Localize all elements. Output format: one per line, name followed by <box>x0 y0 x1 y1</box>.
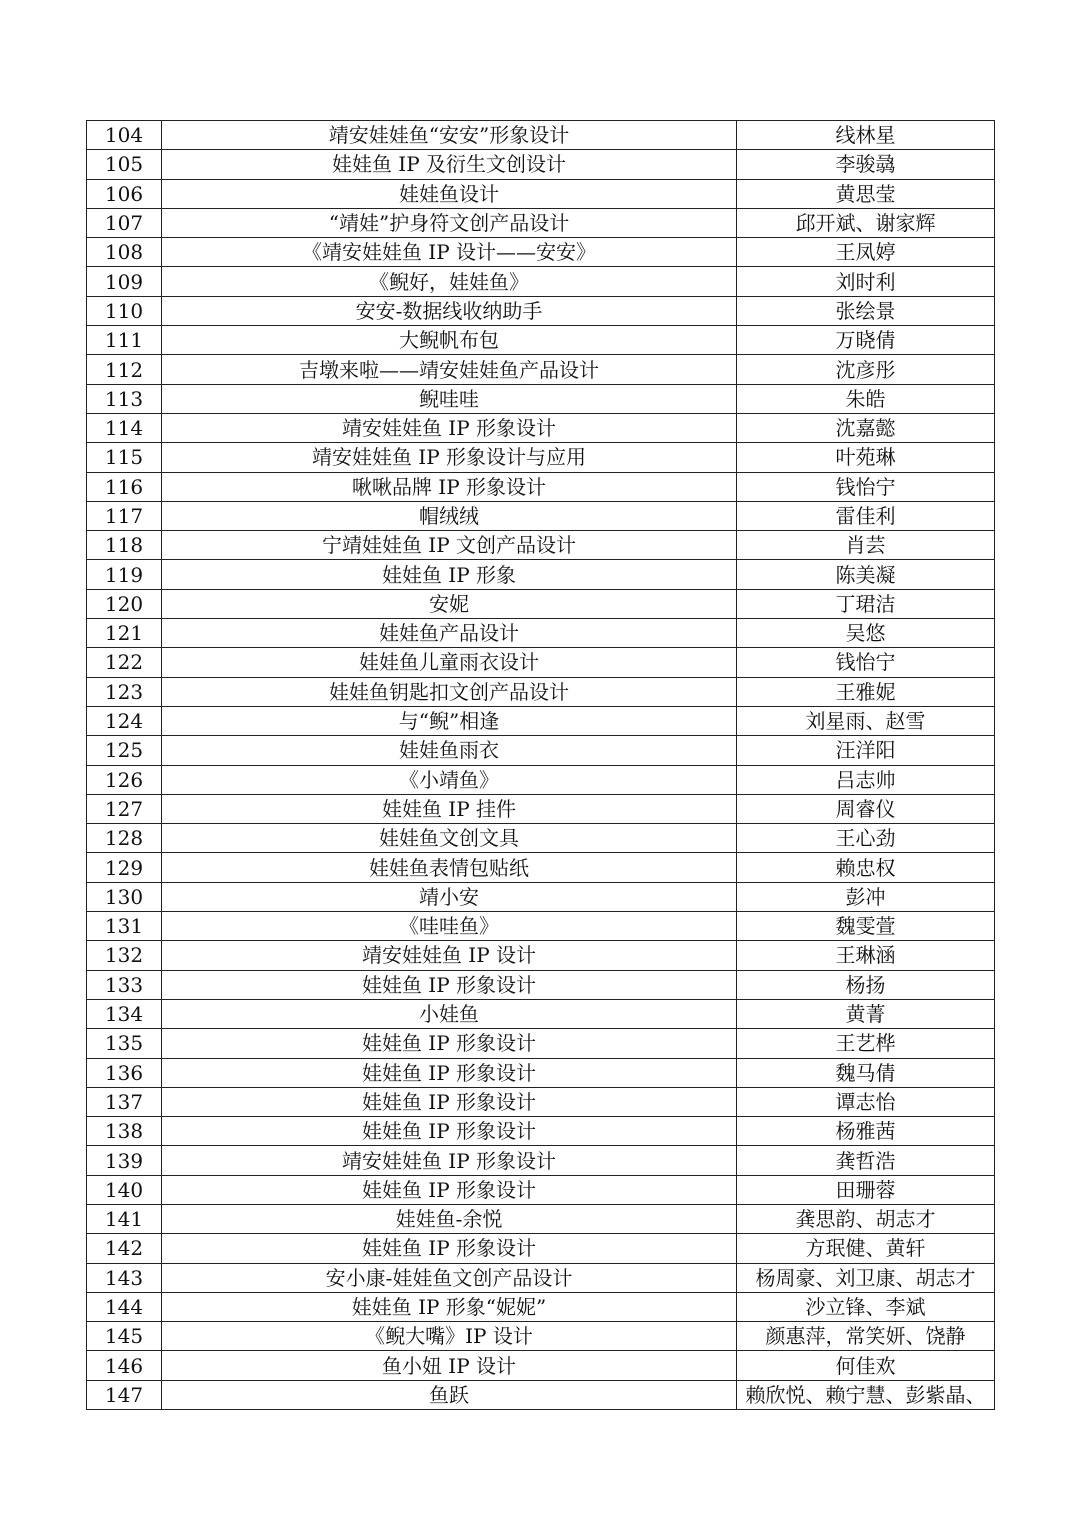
table-row <box>87 882 995 911</box>
table-row <box>87 267 995 296</box>
entry-author-cell: 黄菁 <box>737 999 995 1028</box>
table-row <box>87 238 995 267</box>
entry-title-cell: 娃娃鱼 IP 形象设计 <box>162 1058 737 1087</box>
entry-number-cell: 122 <box>87 648 162 677</box>
entry-author-cell: 钱怡宁 <box>737 648 995 677</box>
table-row <box>87 296 995 325</box>
entry-title-cell: 《靖安娃娃鱼 IP 设计——安安》 <box>162 238 737 267</box>
entry-title-cell: 娃娃鱼文创文具 <box>162 824 737 853</box>
table-row <box>87 1087 995 1116</box>
entry-number-cell: 120 <box>87 589 162 618</box>
entry-title-cell: 娃娃鱼 IP 形象设计 <box>162 1029 737 1058</box>
entry-number-cell: 112 <box>87 355 162 384</box>
entry-title-cell: 鱼跃 <box>162 1380 737 1409</box>
entry-number-cell: 133 <box>87 970 162 999</box>
entry-number-cell: 108 <box>87 238 162 267</box>
table-row <box>87 677 995 706</box>
entry-title-cell: 靖安娃娃鱼 IP 形象设计 <box>162 1146 737 1175</box>
entry-number-cell: 139 <box>87 1146 162 1175</box>
entry-number-cell: 146 <box>87 1351 162 1380</box>
entry-author-cell: 张绘景 <box>737 296 995 325</box>
entry-author-cell: 王雅妮 <box>737 677 995 706</box>
entry-number-cell: 131 <box>87 912 162 941</box>
entry-author-cell: 王凤婷 <box>737 238 995 267</box>
table-row <box>87 794 995 823</box>
entry-number-cell: 124 <box>87 706 162 735</box>
entry-title-cell: 《哇哇鱼》 <box>162 912 737 941</box>
entry-title-cell: 娃娃鱼钥匙扣文创产品设计 <box>162 677 737 706</box>
entry-title-cell: 帽绒绒 <box>162 501 737 530</box>
entry-number-cell: 125 <box>87 736 162 765</box>
entry-number-cell: 126 <box>87 765 162 794</box>
entry-number-cell: 145 <box>87 1322 162 1351</box>
entry-title-cell: 安小康-娃娃鱼文创产品设计 <box>162 1263 737 1292</box>
entry-title-cell: 靖安娃娃鱼 IP 形象设计与应用 <box>162 443 737 472</box>
entry-title-cell: 娃娃鱼 IP 及衍生文创设计 <box>162 150 737 179</box>
entry-title-cell: 娃娃鱼表情包贴纸 <box>162 853 737 882</box>
table-row <box>87 560 995 589</box>
table-row <box>87 1292 995 1321</box>
table-row <box>87 443 995 472</box>
table-row <box>87 355 995 384</box>
entry-author-cell: 王心劲 <box>737 824 995 853</box>
entry-number-cell: 123 <box>87 677 162 706</box>
entry-title-cell: 《小靖鱼》 <box>162 765 737 794</box>
entry-title-cell: 靖安娃娃鱼 IP 设计 <box>162 941 737 970</box>
table-row <box>87 589 995 618</box>
entry-number-cell: 134 <box>87 999 162 1028</box>
entry-number-cell: 115 <box>87 443 162 472</box>
entry-number-cell: 136 <box>87 1058 162 1087</box>
table-row <box>87 413 995 442</box>
table-row <box>87 706 995 735</box>
entry-title-cell: 娃娃鱼产品设计 <box>162 619 737 648</box>
entry-number-cell: 106 <box>87 179 162 208</box>
table-row <box>87 1146 995 1175</box>
entry-author-cell: 方珉健、黄轩 <box>737 1234 995 1263</box>
entry-number-cell: 118 <box>87 531 162 560</box>
entry-author-cell: 赖忠权 <box>737 853 995 882</box>
entry-number-cell: 116 <box>87 472 162 501</box>
entry-author-cell: 陈美凝 <box>737 560 995 589</box>
entry-author-cell: 龚哲浩 <box>737 1146 995 1175</box>
entry-number-cell: 144 <box>87 1292 162 1321</box>
entry-author-cell: 赖欣悦、赖宁慧、彭紫晶、 <box>737 1380 995 1409</box>
entry-title-cell: 娃娃鱼设计 <box>162 179 737 208</box>
entry-number-cell: 109 <box>87 267 162 296</box>
entry-number-cell: 107 <box>87 208 162 237</box>
table-row <box>87 501 995 530</box>
entry-number-cell: 117 <box>87 501 162 530</box>
table-row <box>87 999 995 1028</box>
table-row <box>87 765 995 794</box>
entry-author-cell: 刘星雨、赵雪 <box>737 706 995 735</box>
entry-title-cell: 鲵哇哇 <box>162 384 737 413</box>
table-row <box>87 1322 995 1351</box>
entry-author-cell: 吴悠 <box>737 619 995 648</box>
table-row <box>87 824 995 853</box>
entry-author-cell: 龚思韵、胡志才 <box>737 1204 995 1233</box>
entry-number-cell: 130 <box>87 882 162 911</box>
entry-number-cell: 132 <box>87 941 162 970</box>
entry-title-cell: 与“鲵”相逢 <box>162 706 737 735</box>
entry-author-cell: 周睿仪 <box>737 794 995 823</box>
table-row <box>87 1117 995 1146</box>
entry-title-cell: 娃娃鱼 IP 形象设计 <box>162 1087 737 1116</box>
entry-author-cell: 丁珺洁 <box>737 589 995 618</box>
table-row <box>87 1029 995 1058</box>
entry-number-cell: 105 <box>87 150 162 179</box>
entry-author-cell: 李骏骉 <box>737 150 995 179</box>
entry-title-cell: 娃娃鱼 IP 形象设计 <box>162 970 737 999</box>
table-row <box>87 970 995 999</box>
entry-number-cell: 129 <box>87 853 162 882</box>
entry-author-cell: 万晓倩 <box>737 326 995 355</box>
entry-author-cell: 肖芸 <box>737 531 995 560</box>
entry-title-cell: 娃娃鱼儿童雨衣设计 <box>162 648 737 677</box>
entry-title-cell: 吉墩来啦——靖安娃娃鱼产品设计 <box>162 355 737 384</box>
entry-author-cell: 沙立锋、李斌 <box>737 1292 995 1321</box>
entry-number-cell: 147 <box>87 1380 162 1409</box>
entry-number-cell: 140 <box>87 1175 162 1204</box>
table-row <box>87 208 995 237</box>
entry-title-cell: 靖小安 <box>162 882 737 911</box>
entry-title-cell: 娃娃鱼 IP 形象“妮妮” <box>162 1292 737 1321</box>
entry-number-cell: 111 <box>87 326 162 355</box>
entry-title-cell: 娃娃鱼 IP 形象设计 <box>162 1234 737 1263</box>
entry-author-cell: 王艺桦 <box>737 1029 995 1058</box>
entry-number-cell: 121 <box>87 619 162 648</box>
table-row <box>87 1058 995 1087</box>
entry-title-cell: 《鲵大嘴》IP 设计 <box>162 1322 737 1351</box>
table-row <box>87 150 995 179</box>
entry-number-cell: 142 <box>87 1234 162 1263</box>
table-row <box>87 531 995 560</box>
entry-author-cell: 杨周豪、刘卫康、胡志才 <box>737 1263 995 1292</box>
table-row <box>87 912 995 941</box>
table-row <box>87 1351 995 1380</box>
entry-author-cell: 黄思莹 <box>737 179 995 208</box>
entry-author-cell: 钱怡宁 <box>737 472 995 501</box>
entry-number-cell: 104 <box>87 121 162 150</box>
table-row <box>87 179 995 208</box>
table-row <box>87 384 995 413</box>
entry-author-cell: 雷佳利 <box>737 501 995 530</box>
entry-title-cell: 大鲵帆布包 <box>162 326 737 355</box>
entry-author-cell: 沈彦彤 <box>737 355 995 384</box>
entry-title-cell: 安妮 <box>162 589 737 618</box>
entry-title-cell: 啾啾品牌 IP 形象设计 <box>162 472 737 501</box>
entry-title-cell: 娃娃鱼雨衣 <box>162 736 737 765</box>
entry-author-cell: 杨雅茜 <box>737 1117 995 1146</box>
entry-author-cell: 魏马倩 <box>737 1058 995 1087</box>
entry-number-cell: 135 <box>87 1029 162 1058</box>
table-row <box>87 472 995 501</box>
entry-author-cell: 杨扬 <box>737 970 995 999</box>
entries-table-body <box>87 121 995 1410</box>
table-row <box>87 1234 995 1263</box>
entry-title-cell: “靖娃”护身符文创产品设计 <box>162 208 737 237</box>
entry-author-cell: 线林星 <box>737 121 995 150</box>
table-row <box>87 1380 995 1409</box>
entry-title-cell: 安安-数据线收纳助手 <box>162 296 737 325</box>
table-row <box>87 853 995 882</box>
table-row <box>87 736 995 765</box>
entry-author-cell: 沈嘉懿 <box>737 413 995 442</box>
table-row <box>87 121 995 150</box>
entry-author-cell: 叶苑琳 <box>737 443 995 472</box>
entry-title-cell: 《鲵好，娃娃鱼》 <box>162 267 737 296</box>
entry-title-cell: 宁靖娃娃鱼 IP 文创产品设计 <box>162 531 737 560</box>
entry-author-cell: 刘时利 <box>737 267 995 296</box>
table-row <box>87 326 995 355</box>
entry-author-cell: 邱开斌、谢家辉 <box>737 208 995 237</box>
entry-number-cell: 141 <box>87 1204 162 1233</box>
entry-title-cell: 娃娃鱼 IP 形象 <box>162 560 737 589</box>
entry-author-cell: 魏雯萱 <box>737 912 995 941</box>
entry-title-cell: 娃娃鱼 IP 挂件 <box>162 794 737 823</box>
entry-author-cell: 王琳涵 <box>737 941 995 970</box>
entry-title-cell: 娃娃鱼 IP 形象设计 <box>162 1175 737 1204</box>
table-row <box>87 1175 995 1204</box>
entry-title-cell: 靖安娃娃鱼 IP 形象设计 <box>162 413 737 442</box>
table-row <box>87 619 995 648</box>
table-row <box>87 1204 995 1233</box>
entry-number-cell: 113 <box>87 384 162 413</box>
entry-number-cell: 137 <box>87 1087 162 1116</box>
entry-number-cell: 128 <box>87 824 162 853</box>
entry-author-cell: 谭志怡 <box>737 1087 995 1116</box>
entry-number-cell: 143 <box>87 1263 162 1292</box>
entry-title-cell: 小娃鱼 <box>162 999 737 1028</box>
entry-title-cell: 靖安娃娃鱼“安安”形象设计 <box>162 121 737 150</box>
entries-table <box>86 120 995 1410</box>
table-row <box>87 648 995 677</box>
entry-number-cell: 110 <box>87 296 162 325</box>
entry-number-cell: 127 <box>87 794 162 823</box>
entry-number-cell: 114 <box>87 413 162 442</box>
entry-author-cell: 颜惠萍，常笑妍、饶静 <box>737 1322 995 1351</box>
entry-author-cell: 汪洋阳 <box>737 736 995 765</box>
entry-author-cell: 何佳欢 <box>737 1351 995 1380</box>
entry-number-cell: 119 <box>87 560 162 589</box>
table-row <box>87 1263 995 1292</box>
entry-number-cell: 138 <box>87 1117 162 1146</box>
entry-author-cell: 田珊蓉 <box>737 1175 995 1204</box>
entry-title-cell: 鱼小妞 IP 设计 <box>162 1351 737 1380</box>
entry-author-cell: 彭冲 <box>737 882 995 911</box>
entry-title-cell: 娃娃鱼 IP 形象设计 <box>162 1117 737 1146</box>
entry-author-cell: 朱皓 <box>737 384 995 413</box>
entry-title-cell: 娃娃鱼-余悦 <box>162 1204 737 1233</box>
table-row <box>87 941 995 970</box>
entry-author-cell: 吕志帅 <box>737 765 995 794</box>
